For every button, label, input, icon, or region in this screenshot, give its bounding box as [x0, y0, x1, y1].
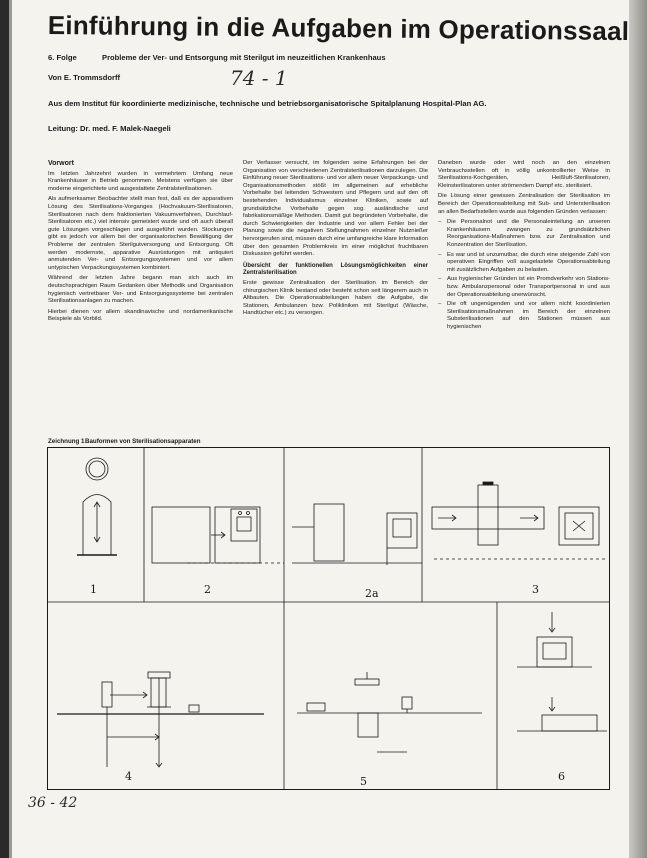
paragraph: Als aufmerksamer Beobachter stellt man fest, daß es der apparativen Lösung des Sterilisations-Vorganges (Hochvakuum-Sterilisatoren, Sterilisatoren nach dem fraktionierten Vakuumverfahren, Durchlauf-Sterilisatoren etc.) viel intensiv gemeistert wurde und oft auch überall gute Lösungen vorgeschlagen und ausgeführt wurden. Stockungen gibt es jedoch vor allem bei der organisatorischen Bewältigung der Probleme der zentralen Sterilgutversorgung und Entsorgung. Oft werden modernste, apparative Ausrüstungen mit antiquiert anmutenden Ver- und Entsorgungssystemen und vor allem untypischen Verpackungssystemen kombiniert. [48, 196, 233, 271]
series-label: 6. Folge [48, 53, 77, 62]
reasons-list [438, 219, 610, 331]
list-item: – Es war und ist unzumutbar, die durch eine steigende Zahl von operativen Eingriffen voll ausgelastete Operationsabteilung mit zusätzlichen Aufgaben zu belasten. [447, 252, 610, 275]
series-title: Probleme der Ver- und Entsorgung mit Sterilgut im neuzeitlichen Krankenhaus [102, 53, 386, 62]
figure-caption-text: Bauformen von Sterilisationsapparaten [85, 438, 201, 445]
scan-edge-left [0, 0, 9, 858]
drawing-1 [77, 458, 117, 555]
drawing-label: 5 [360, 775, 367, 788]
drawing-4 [57, 672, 264, 767]
article-title: Einführung in die Aufgaben im Operationssaal [47, 10, 630, 47]
drawing-2a [292, 504, 422, 565]
drawing-6 [517, 612, 607, 731]
paragraph: Hierbei dienen vor allem skandinavische und nordamerikanische Beispiele als Vorbild. [48, 308, 233, 323]
scan-edge-right [629, 0, 647, 858]
leitung-line: Leitung: Dr. med. F. Malek-Naegeli [48, 124, 171, 133]
drawing-label: 3 [532, 583, 539, 596]
drawing-label: 1 [90, 583, 97, 596]
institute-line: Aus dem Institut für koordinierte medizinische, technische und betriebsorganisatorische Spitalplanung Hospital-Plan AG. [48, 99, 487, 108]
figure-caption-number: Zeichnung 1 [48, 438, 85, 445]
paragraph: Während der letzten Jahre begann man sich auch im deutschsprachigen Raum Gedanken über Methodik und Organisation hygienisch vertretbarer Ver- und Entsorgungssysteme bei zentralen Sterilisationsanlagen zu machen. [48, 275, 233, 305]
figure-caption [48, 438, 201, 445]
list-item: – Aus hygienischer Gründen ist ein Promdverkehr von Stations- bzw. Ambulanzpersonal oder Transportpersonal in und aus der Operationsabteilung unerwünscht. [447, 276, 610, 299]
scan-edge-left-inner [9, 0, 12, 858]
text-column-2 [243, 160, 428, 321]
paragraph: Erste gewisse Zentralisation der Sterilisation im Bereich der chirurgischen Klinik bestand oder besteht schon seit längerem auch in Altbauten. Die Operationsabteilungen haben die Aufgabe, die Stationen, Ambulanzen bzw. Polikliniken mit Sterilgut (Wäsche, Handtücher etc.) zu versorgen. [243, 279, 428, 317]
drawing-label: 2a [365, 587, 379, 600]
drawing-label: 6 [558, 770, 565, 783]
drawing-3 [432, 482, 607, 559]
author-line: Von E. Trommsdorff [48, 73, 121, 82]
series-line [48, 53, 608, 62]
text-column-1 [48, 160, 233, 327]
list-item: – Die Personalnot und die Personaleinteilung an unseren Krankenhäusern zwangen zu grundsätzlichen Reorganisations-Maßnahmen bzw. zur Zentralisation und Konzentration der Sterilisation. [447, 219, 610, 249]
text-column-3 [438, 160, 610, 334]
drawing-5 [297, 672, 482, 752]
drawing-label: 2 [204, 583, 211, 596]
page-number: 36 - 42 [28, 795, 78, 811]
technical-drawing [47, 447, 610, 807]
paragraph: Der Verfasser versucht, im folgenden seine Erfahrungen bei der Organisation von verschiedenen Zentralsterilisationen darzulegen. Die Einführung neuer Sterilisations- und vor allem neuer Verpackungs- und Organisationsmethoden stößt im allgemeinen auf erhebliche Vorbehalte bei leitenden Schwestern und Pflegern und auf den oft bestehenden Individualismus einzelner Kliniken, sowie auf grundsätzliche Vorbehalte gegen sog. ausländische und fabrikationsmäßige Methoden. Damit gut begründeten Vorbehalte, die durch Schwierigkeiten der Industrie und vor allem Fehler bei der Planung sowie die negativen Stellungnahmen einzelner Nutznießer hervorgerufen sind, müssen durch eine umfangreiche klare Information über den gesamten Problemkreis im einer möglichst fruchtbaren Diskussion geführt werden. [243, 160, 429, 258]
vorwort-heading: Vorwort [48, 160, 74, 167]
handwritten-note: 74 - 1 [230, 66, 288, 90]
drawing-2 [152, 507, 284, 563]
paragraph: Daneben wurde oder wird noch an den einzelnen Verbrauchsstellen oft in völlig unkontrollierter Weise in Sterilisations-Kochgeräten, Heißluft-Sterilisatoren, Kleinsterilisatoren unter strömendem Dampf etc. sterilisiert. [438, 160, 610, 189]
drawing-label: 4 [125, 770, 132, 783]
section-subheading: Übersicht der funktionellen Lösungsmöglichkeiten einer Zentralsterilisation [243, 262, 428, 277]
paragraph: Die Lösung einer gewissen Zentralisation der Sterilisation im Bereich der Operationsabteilung mit Sub- und Untersterilisation an allen Bedarfsstellen wurde aus folgenden Gründen verlassen: [438, 193, 610, 215]
paragraph: Im letzten Jahrzehnt wurden in vermehrtem Umfang neue Krankenhäuser in Betrieb genommen. Meistens verfügen sie über moderne eingerichtete und ausgestattete Zentralsterilisationen. [48, 170, 233, 192]
list-item: – Die oft ungenügenden und vor allem nicht koordinierten Sterilisationsmaßnahmen im Bereich der einzelnen Substerilisationen auf den Stationen müssen aus hygienischen [447, 301, 610, 331]
